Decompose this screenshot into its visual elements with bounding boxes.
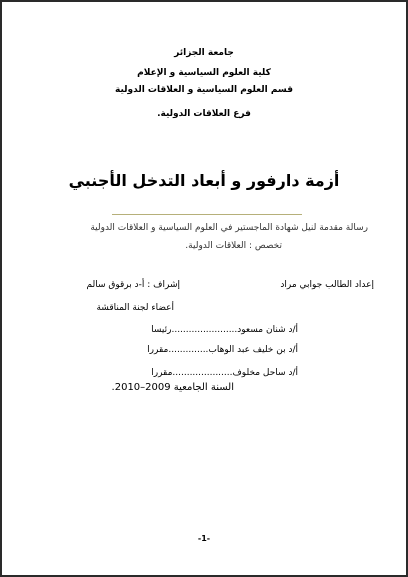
thesis-title: أزمة دارفور و أبعاد التدخل الأجنبي xyxy=(68,171,340,190)
specialization: تخصص : العلاقات الدولية. xyxy=(185,241,282,251)
university-name: جامعة الجزائر xyxy=(174,48,234,58)
thesis-purpose: رسالة مقدمة لنيل شهادة الماجستير في العلوم السياسية و العلاقات الدولية xyxy=(90,223,368,233)
department-name: قسم العلوم السياسية و العلاقات الدولية xyxy=(115,85,293,95)
committee-member-rapporteur-2: أ/د ساحل مخلوف.....................مقررا xyxy=(151,368,298,378)
student-credit: إعداد الطالب جوابي مراد xyxy=(280,280,374,290)
page-number: -1- xyxy=(197,534,211,543)
title-divider xyxy=(112,214,302,215)
faculty-name: كلية العلوم السياسية و الإعلام xyxy=(137,68,271,78)
committee-member-chair: أ/د شنان مسعود.......................رئيسا xyxy=(151,325,298,335)
academic-year: السنة الجامعية 2009–2010. xyxy=(111,382,234,393)
committee-heading: أعضاء لجنة المناقشة xyxy=(96,303,174,313)
branch-name: فرع العلاقات الدولية. xyxy=(157,109,251,119)
committee-member-rapporteur-1: أ/د بن خليف عبد الوهاب..............مقررا xyxy=(147,345,298,355)
supervisor-credit: إشراف : أ-د برقوق سالم xyxy=(86,280,180,290)
